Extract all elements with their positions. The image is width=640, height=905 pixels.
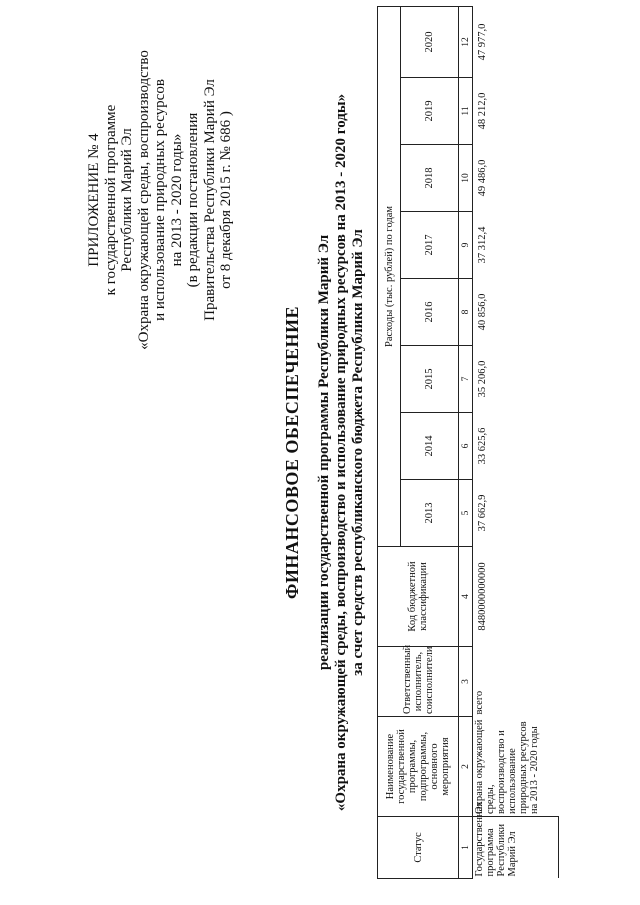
header-executor: Ответственный исполнитель, соисполнители: [378, 647, 459, 717]
appendix-line: и использование природных ресурсов: [152, 79, 168, 321]
row-name: Охрана окружающей среды, воспроизводство и использование природных ресурсов на 2013 - 2020 годы: [474, 719, 540, 814]
row-value: 48 212,0: [477, 92, 488, 130]
appendix-line: от 8 декабря 2015 г. № 686 ): [218, 111, 234, 289]
header-year: 2020: [401, 6, 459, 77]
column-number: 2: [459, 717, 473, 817]
table-row: [473, 6, 559, 878]
row-executor: всего: [474, 690, 485, 715]
appendix-line: ПРИЛОЖЕНИЕ № 4: [86, 133, 102, 267]
column-number: 7: [459, 346, 473, 413]
row-value: 33 625,6: [477, 427, 488, 465]
document-subtitle-line: за счет средств республиканского бюджета Республики Марий Эл: [350, 229, 366, 676]
header-year: 2016: [401, 279, 459, 346]
financing-table: [377, 6, 559, 879]
column-number: 4: [459, 547, 473, 647]
header-expenses: Расходы (тыс. рублей) по годам: [378, 6, 401, 546]
column-number: 6: [459, 413, 473, 480]
header-year: 2018: [401, 145, 459, 212]
header-year: 2013: [401, 480, 459, 547]
header-year: 2015: [401, 346, 459, 413]
header-status: Статус: [378, 817, 459, 879]
column-number: 1: [459, 817, 473, 879]
header-code: Код бюджетной классификации: [378, 547, 459, 647]
column-number: 8: [459, 279, 473, 346]
row-status: Государственная программа Республики Марий Эл: [473, 817, 559, 879]
row-value: 47 977,0: [477, 23, 488, 61]
row-value: 37 312,4: [477, 226, 488, 264]
row-value: 37 662,9: [477, 494, 488, 532]
appendix-line: Правительства Республики Марий Эл: [201, 79, 218, 321]
column-number: 12: [459, 6, 473, 77]
column-number: 11: [459, 78, 473, 145]
row-value: 40 856,0: [477, 293, 488, 331]
header-year: 2014: [401, 413, 459, 480]
appendix-line: Республики Марий Эл: [119, 128, 135, 272]
column-number: 9: [459, 212, 473, 279]
appendix-line: на 2013 - 2020 годы»: [168, 133, 185, 267]
column-number: 10: [459, 145, 473, 212]
appendix-line: (в редакции постановления: [185, 112, 201, 288]
document-subtitle-line: «Охрана окружающей среды, воспроизводство и использование природных ресурсов на 2013 - 2020 годы»: [333, 93, 349, 812]
document-subtitle-line: реализации государственной программы Республики Марий Эл: [316, 234, 332, 671]
header-name: Наименование государственной программы, подпрограммы, основного мероприятия: [378, 717, 459, 817]
row-value: 49 486,0: [477, 159, 488, 197]
appendix-block: [86, 50, 235, 350]
header-year: 2017: [401, 212, 459, 279]
appendix-line: к государственной программе: [102, 104, 119, 296]
document-title: ФИНАНСОВОЕ ОБЕСПЕЧЕНИЕ: [282, 305, 302, 600]
row-code: 8480000000000: [477, 562, 488, 631]
column-number: 5: [459, 480, 473, 547]
header-year: 2019: [401, 78, 459, 145]
row-value: 35 206,0: [477, 360, 488, 398]
column-number: 3: [459, 647, 473, 717]
appendix-line: «Охрана окружающей среды, воспроизводство: [135, 50, 152, 350]
